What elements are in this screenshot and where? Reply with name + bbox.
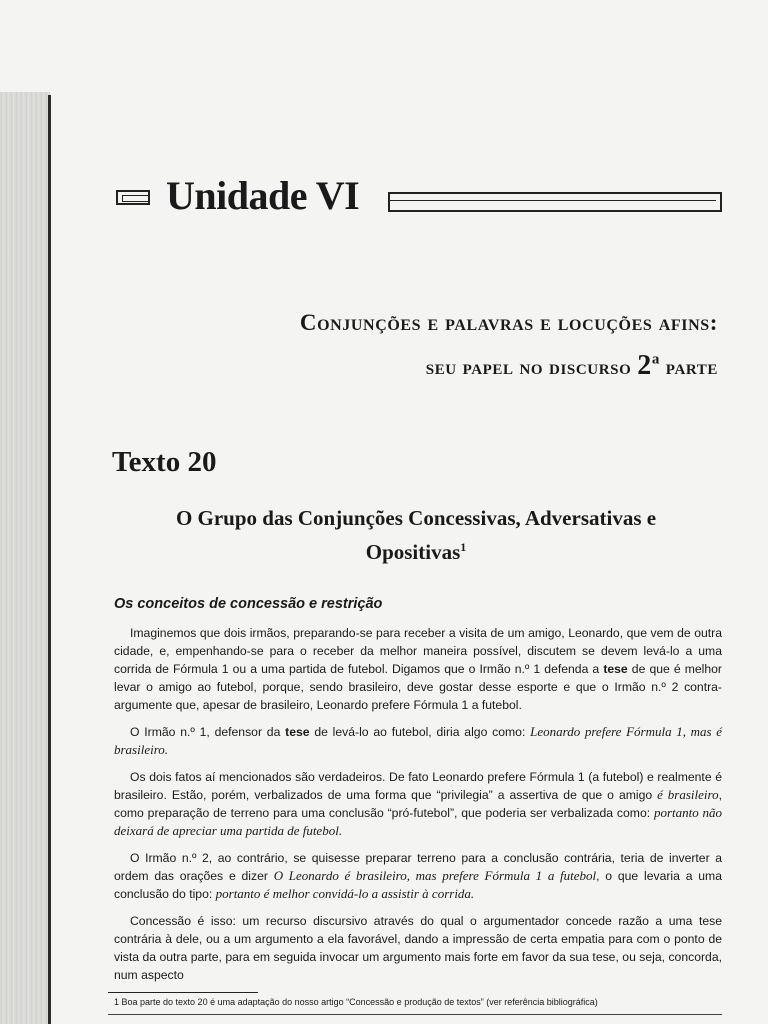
page-bottom-rule xyxy=(108,1014,722,1015)
page-edge-line xyxy=(48,95,51,1024)
chapter-subtitle-line2 xyxy=(426,350,718,382)
paragraph-3: Os dois fatos aí mencionados são verdadeiros. De fato Leonardo prefere Fórmula 1 (a futebol) e realmente é brasileiro. Estão, porém, verbalizados de uma forma que “privilegia” a assertiva de que o amigo é brasileiro, como preparação de terreno para uma conclusão “pró-futebol”, que poderia ser verbalizada como: portanto não deixará de apreciar uma partida de futebol. xyxy=(114,770,722,838)
subtitle-part-number: 2$^a$ xyxy=(637,350,660,381)
section-title: Os conceitos de concessão e restrição xyxy=(114,596,383,612)
paragraph-5: Concessão é isso: um recurso discursivo através do qual o argumentador concede razão a uma tese contrária à dele, ou a um argumento a ela favorável, dando a impressão de certa empatia para com o ponto de vista da outra parte, para em seguida invocar um argumento mais forte em favor da sua tese, ou seja, concorda, num aspecto xyxy=(114,914,722,982)
unit-header xyxy=(116,170,722,222)
footnote-separator xyxy=(108,992,258,993)
footnote: 1 Boa parte do texto 20 é uma adaptação do nosso artigo “Concessão e produção de textos” (ver referência bibliográfica) xyxy=(114,997,598,1007)
subtitle-prefix: seu papel no discurso xyxy=(425,355,632,379)
group-title xyxy=(108,504,724,567)
unit-ornament-left xyxy=(116,190,150,205)
footnote-ref: 1 xyxy=(460,540,467,554)
subtitle-suffix: parte xyxy=(665,355,718,379)
book-spine-shadow xyxy=(0,92,50,1024)
group-title-line2: Opositivas xyxy=(365,540,461,564)
subtitle-ordinal: a xyxy=(651,351,660,368)
texto-title: Texto 20 xyxy=(112,446,217,478)
unit-title: Unidade VI xyxy=(166,173,360,218)
chapter-subtitle-line1: Conjunções e palavras e locuções afins: xyxy=(299,310,718,335)
body-text xyxy=(114,624,722,993)
group-title-line1: O Grupo das Conjunções Concessivas, Adversativas e xyxy=(175,506,657,530)
unit-ornament-right xyxy=(388,192,722,212)
paragraph-1: Imaginemos que dois irmãos, preparando-se para receber a visita de um amigo, Leonardo, que vem de outra cidade, e, empenhando-se para o receber da melhor maneira possível, discutem se devem levá-lo a uma corrida de Fórmula 1 ou a uma partida de futebol. Digamos que o Irmão n.º 1 defenda a tese de que é melhor levar o amigo ao futebol, porque, sendo brasileiro, deve gostar desse esporte e que o Irmão n.º 2 contra-argumente que, apesar de brasileiro, Leonardo prefere Fórmula 1 a futebol. xyxy=(114,626,722,712)
paragraph-4: O Irmão n.º 2, ao contrário, se quisesse preparar terreno para a conclusão contrária, teria de inverter a ordem das orações e dizer O Leonardo é brasileiro, mas prefere Fórmula 1 a futebol, o que levaria a uma conclusão do tipo: portanto é melhor convidá-lo a assistir à corrida. xyxy=(114,851,722,901)
paragraph-2: O Irmão n.º 1, defensor da tese de levá-lo ao futebol, diria algo como: Leonardo prefere Fórmula 1, mas é brasileiro. xyxy=(114,724,723,757)
